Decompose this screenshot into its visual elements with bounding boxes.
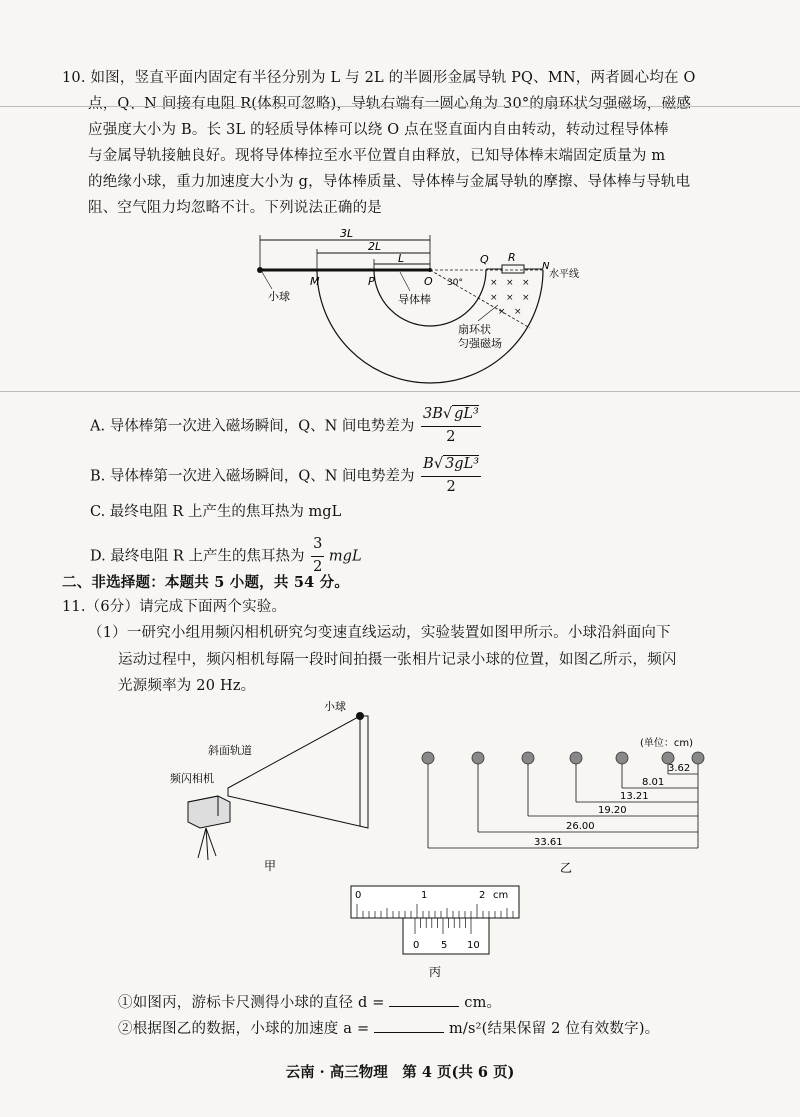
dim-3l-label: 3L <box>340 227 354 240</box>
label-camera: 频闪相机 <box>170 772 214 785</box>
svg-text:×: × <box>498 307 506 317</box>
label-field-1: 扇环状 <box>458 323 491 336</box>
option-d[interactable]: D. 最终电阻 R 上产生的焦耳热为 $\frac{3}{2}$ mgL <box>90 534 362 579</box>
option-a[interactable] <box>90 404 481 449</box>
label-field-2: 匀强磁场 <box>458 337 502 350</box>
answer-acceleration-input[interactable] <box>374 1018 444 1033</box>
label-angle: 30° <box>447 278 463 288</box>
svg-text:×: × <box>490 278 498 288</box>
q10-line-1: 10. 如图，竖直平面内固定有半径分别为 L 与 2L 的半圆形金属导轨 PQ、MN，两者圆心均在 O <box>62 70 696 86</box>
q10-line-3: 应强度大小为 B。长 3L 的轻质导体棒可以绕 O 点在竖直面内自由转动，转动过程导体棒 <box>88 122 669 138</box>
yi-dist-5: 26.00 <box>566 821 595 832</box>
q10-line-6: 阻、空气阻力均忽略不计。下列说法正确的是 <box>88 200 382 216</box>
main-tick-2: 2 <box>479 890 486 901</box>
q11-title: 11.（6分）请完成下面两个实验。 <box>62 599 287 615</box>
q10-line-4: 与金属导轨接触良好。现将导体棒拉至水平位置自由释放，已知导体棒末端固定质量为 m <box>88 148 666 164</box>
label-p: P <box>368 275 375 288</box>
label-horizontal: 水平线 <box>549 269 579 280</box>
q11-p1-line-1: （1）一研究小组用频闪相机研究匀变速直线运动，实验装置如图甲所示。小球沿斜面向下 <box>88 625 671 641</box>
label-q: Q <box>480 253 489 266</box>
svg-text:×: × <box>514 307 522 317</box>
q11-p1-line-2: 运动过程中，频闪相机每隔一段时间拍摄一张相片记录小球的位置，如图乙所示，频闪 <box>118 652 677 668</box>
incline-track <box>228 716 368 828</box>
q11-sub1: ①如图丙，游标卡尺测得小球的直径 d = cm。 <box>118 992 501 1015</box>
dim-l-label: L <box>398 252 405 265</box>
caption-bing: 丙 <box>429 965 442 979</box>
yi-dist-6: 33.61 <box>534 837 563 848</box>
main-tick-0: 0 <box>355 890 362 901</box>
section-heading: 二、非选择题：本题共 5 小题，共 54 分。 <box>62 574 350 591</box>
vernier-tick-0: 0 <box>413 940 420 951</box>
svg-text:×: × <box>490 293 498 303</box>
dim-2l-label: 2L <box>368 240 382 253</box>
yi-balls <box>422 752 704 764</box>
option-a-fraction: $\frac{\text{3B√ gL³}}{2}$ <box>422 406 479 445</box>
yi-dist-1: 3.62 <box>668 763 691 774</box>
label-r: R <box>508 251 516 264</box>
q10-figure <box>240 225 600 385</box>
label-o: O <box>424 275 433 288</box>
caption-yi: 乙 <box>560 861 573 875</box>
option-a-text: A. 导体棒第一次进入磁场瞬间，Q、N 间电势差为 <box>90 418 415 435</box>
label-ball: 小球 <box>268 290 290 303</box>
q10-line-2: 点，Q、N 间接有电阻 R(体积可忽略)，导轨右端有一圆心角为 30°的扇环状匀强磁场，磁感 <box>88 96 692 112</box>
option-d-text: D. 最终电阻 R 上产生的焦耳热为 <box>90 548 305 565</box>
option-b-fraction: $\frac{\text{B√ 3gL³}}{2}$ <box>423 456 480 495</box>
yi-dist-4: 19.20 <box>598 805 627 816</box>
vernier-tick-5: 5 <box>441 940 448 951</box>
q10-line-5: 的绝缘小球，重力加速度大小为 g，导体棒质量、导体棒与金属导轨的摩擦、导体棒与导轨电 <box>88 174 691 190</box>
camera-icon <box>188 796 230 860</box>
svg-text:×: × <box>522 293 530 303</box>
svg-text:×: × <box>506 293 514 303</box>
fig-yi <box>410 730 720 880</box>
caption-jia: 甲 <box>264 859 277 873</box>
fig-bing <box>345 880 525 992</box>
page-footer: 云南 · 高三物理 第 4 页(共 6 页) <box>285 1064 515 1081</box>
svg-text:×: × <box>506 278 514 288</box>
option-d-fraction: $\frac{3}{2}$ <box>313 536 323 575</box>
vernier-tick-10: 10 <box>467 940 480 951</box>
q11-sub2: ②根据图乙的数据，小球的加速度 a = m/s²(结果保留 2 位有效数字)。 <box>118 1018 659 1041</box>
svg-text:×: × <box>522 278 530 288</box>
yi-unit: (单位：cm) <box>640 738 694 749</box>
fig-jia <box>168 698 398 878</box>
field-crosses <box>490 278 530 317</box>
label-ball-jia: 小球 <box>324 700 346 713</box>
ball-jia <box>356 712 364 720</box>
yi-dist-2: 8.01 <box>642 777 665 788</box>
answer-diameter-input[interactable] <box>389 992 459 1007</box>
yi-dist-3: 13.21 <box>620 791 649 802</box>
main-tick-1: 1 <box>421 890 428 901</box>
main-unit: cm <box>493 890 509 901</box>
option-c[interactable]: C. 最终电阻 R 上产生的焦耳热为 mgL <box>90 504 342 520</box>
q11-p1-line-3: 光源频率为 20 Hz。 <box>118 678 256 694</box>
label-n: N <box>542 261 550 272</box>
label-track: 斜面轨道 <box>208 744 252 757</box>
resistor-r <box>502 265 524 273</box>
option-b-text: B. 导体棒第一次进入磁场瞬间，Q、N 间电势差为 <box>90 468 415 485</box>
label-m: M <box>310 275 320 288</box>
option-b[interactable] <box>90 454 481 499</box>
label-rod: 导体棒 <box>398 293 431 306</box>
